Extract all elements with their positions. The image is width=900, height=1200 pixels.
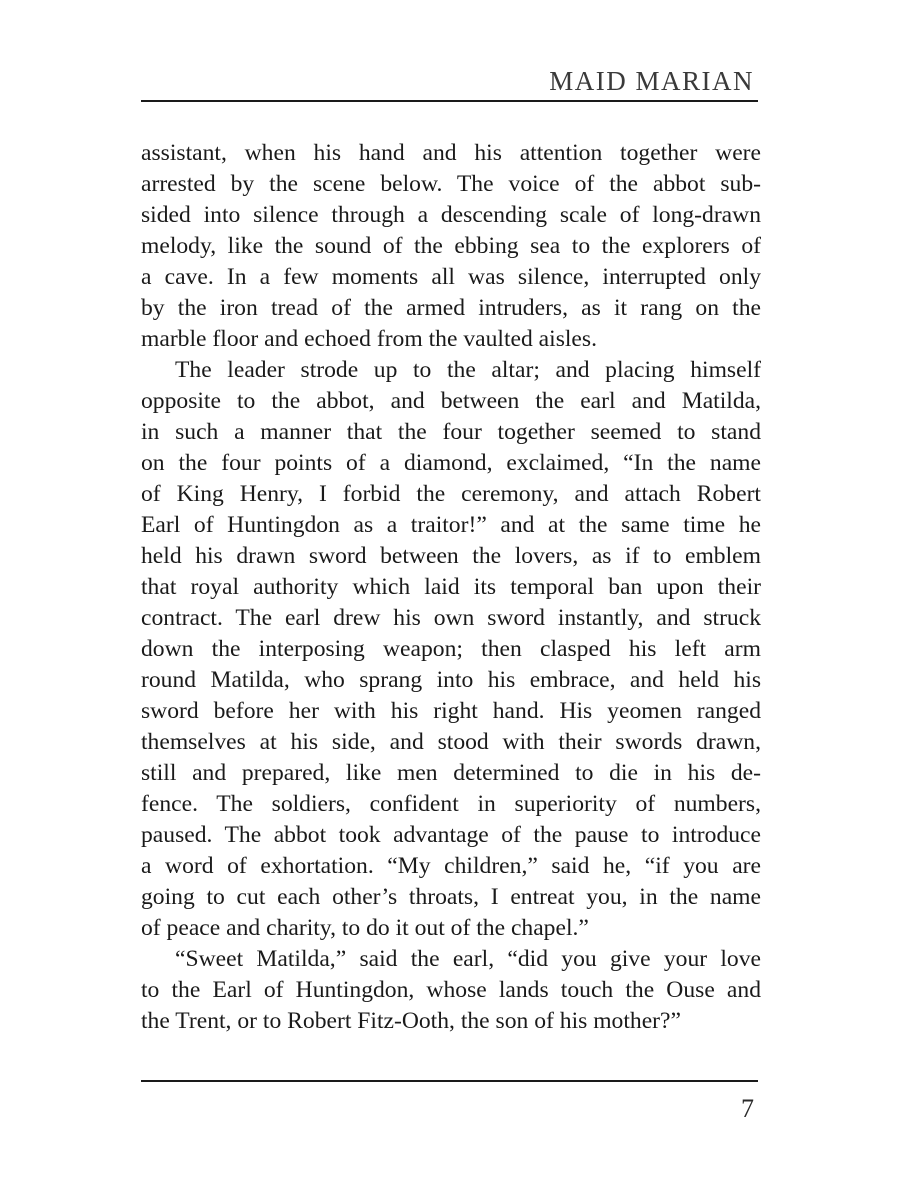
running-head-title: MAID MARIAN: [549, 66, 754, 96]
body-text: [141, 138, 761, 1037]
text-line: “Sweet Matilda,” said the earl, “did you give your love: [175, 946, 761, 972]
text-line: paused. The abbot took advantage of the pause to introduce: [141, 822, 761, 848]
text-line: down the interposing weapon; then clasped his left arm: [141, 636, 761, 662]
paragraph: [141, 138, 761, 355]
text-line: sided into silence through a descending scale of long-drawn: [141, 202, 761, 228]
text-line: a cave. In a few moments all was silence, interrupted only: [141, 264, 761, 290]
text-line: arrested by the scene below. The voice of the abbot sub-: [141, 171, 761, 197]
text-line: of King Henry, I forbid the ceremony, and attach Robert: [141, 481, 761, 507]
text-line: on the four points of a diamond, exclaimed, “In the name: [141, 450, 761, 476]
text-line: in such a manner that the four together seemed to stand: [141, 419, 761, 445]
text-line: opposite to the abbot, and between the earl and Matilda,: [141, 388, 761, 414]
text-line: by the iron tread of the armed intruders, as it rang on the: [141, 295, 761, 321]
text-line: contract. The earl drew his own sword instantly, and struck: [141, 605, 761, 631]
text-line: themselves at his side, and stood with their swords drawn,: [141, 729, 761, 755]
text-line: to the Earl of Huntingdon, whose lands touch the Ouse and: [141, 977, 761, 1003]
text-line: The leader strode up to the altar; and placing himself: [175, 357, 761, 383]
text-line: of peace and charity, to do it out of the chapel.”: [141, 915, 589, 941]
page-number: 7: [741, 1094, 754, 1123]
text-line: Earl of Huntingdon as a traitor!” and at the same time he: [141, 512, 761, 538]
text-line: held his drawn sword between the lovers, as if to emblem: [141, 543, 761, 569]
paragraph: [141, 944, 761, 1037]
text-line: marble floor and echoed from the vaulted aisles.: [141, 326, 597, 352]
text-line: a word of exhortation. “My children,” said he, “if you are: [141, 853, 761, 879]
text-line: assistant, when his hand and his attention together were: [141, 140, 761, 166]
text-line: sword before her with his right hand. His yeomen ranged: [141, 698, 761, 724]
paragraph: [141, 355, 761, 944]
text-line: that royal authority which laid its temporal ban upon their: [141, 574, 761, 600]
text-line: melody, like the sound of the ebbing sea to the explorers of: [141, 233, 761, 259]
text-line: fence. The soldiers, confident in superiority of numbers,: [141, 791, 761, 817]
header-rule: [141, 100, 758, 102]
text-line: still and prepared, like men determined to die in his de-: [141, 760, 761, 786]
text-line: going to cut each other’s throats, I entreat you, in the name: [141, 884, 761, 910]
text-line: the Trent, or to Robert Fitz-Ooth, the son of his mother?”: [141, 1008, 681, 1034]
text-line: round Matilda, who sprang into his embrace, and held his: [141, 667, 761, 693]
footer-rule: [141, 1080, 758, 1082]
